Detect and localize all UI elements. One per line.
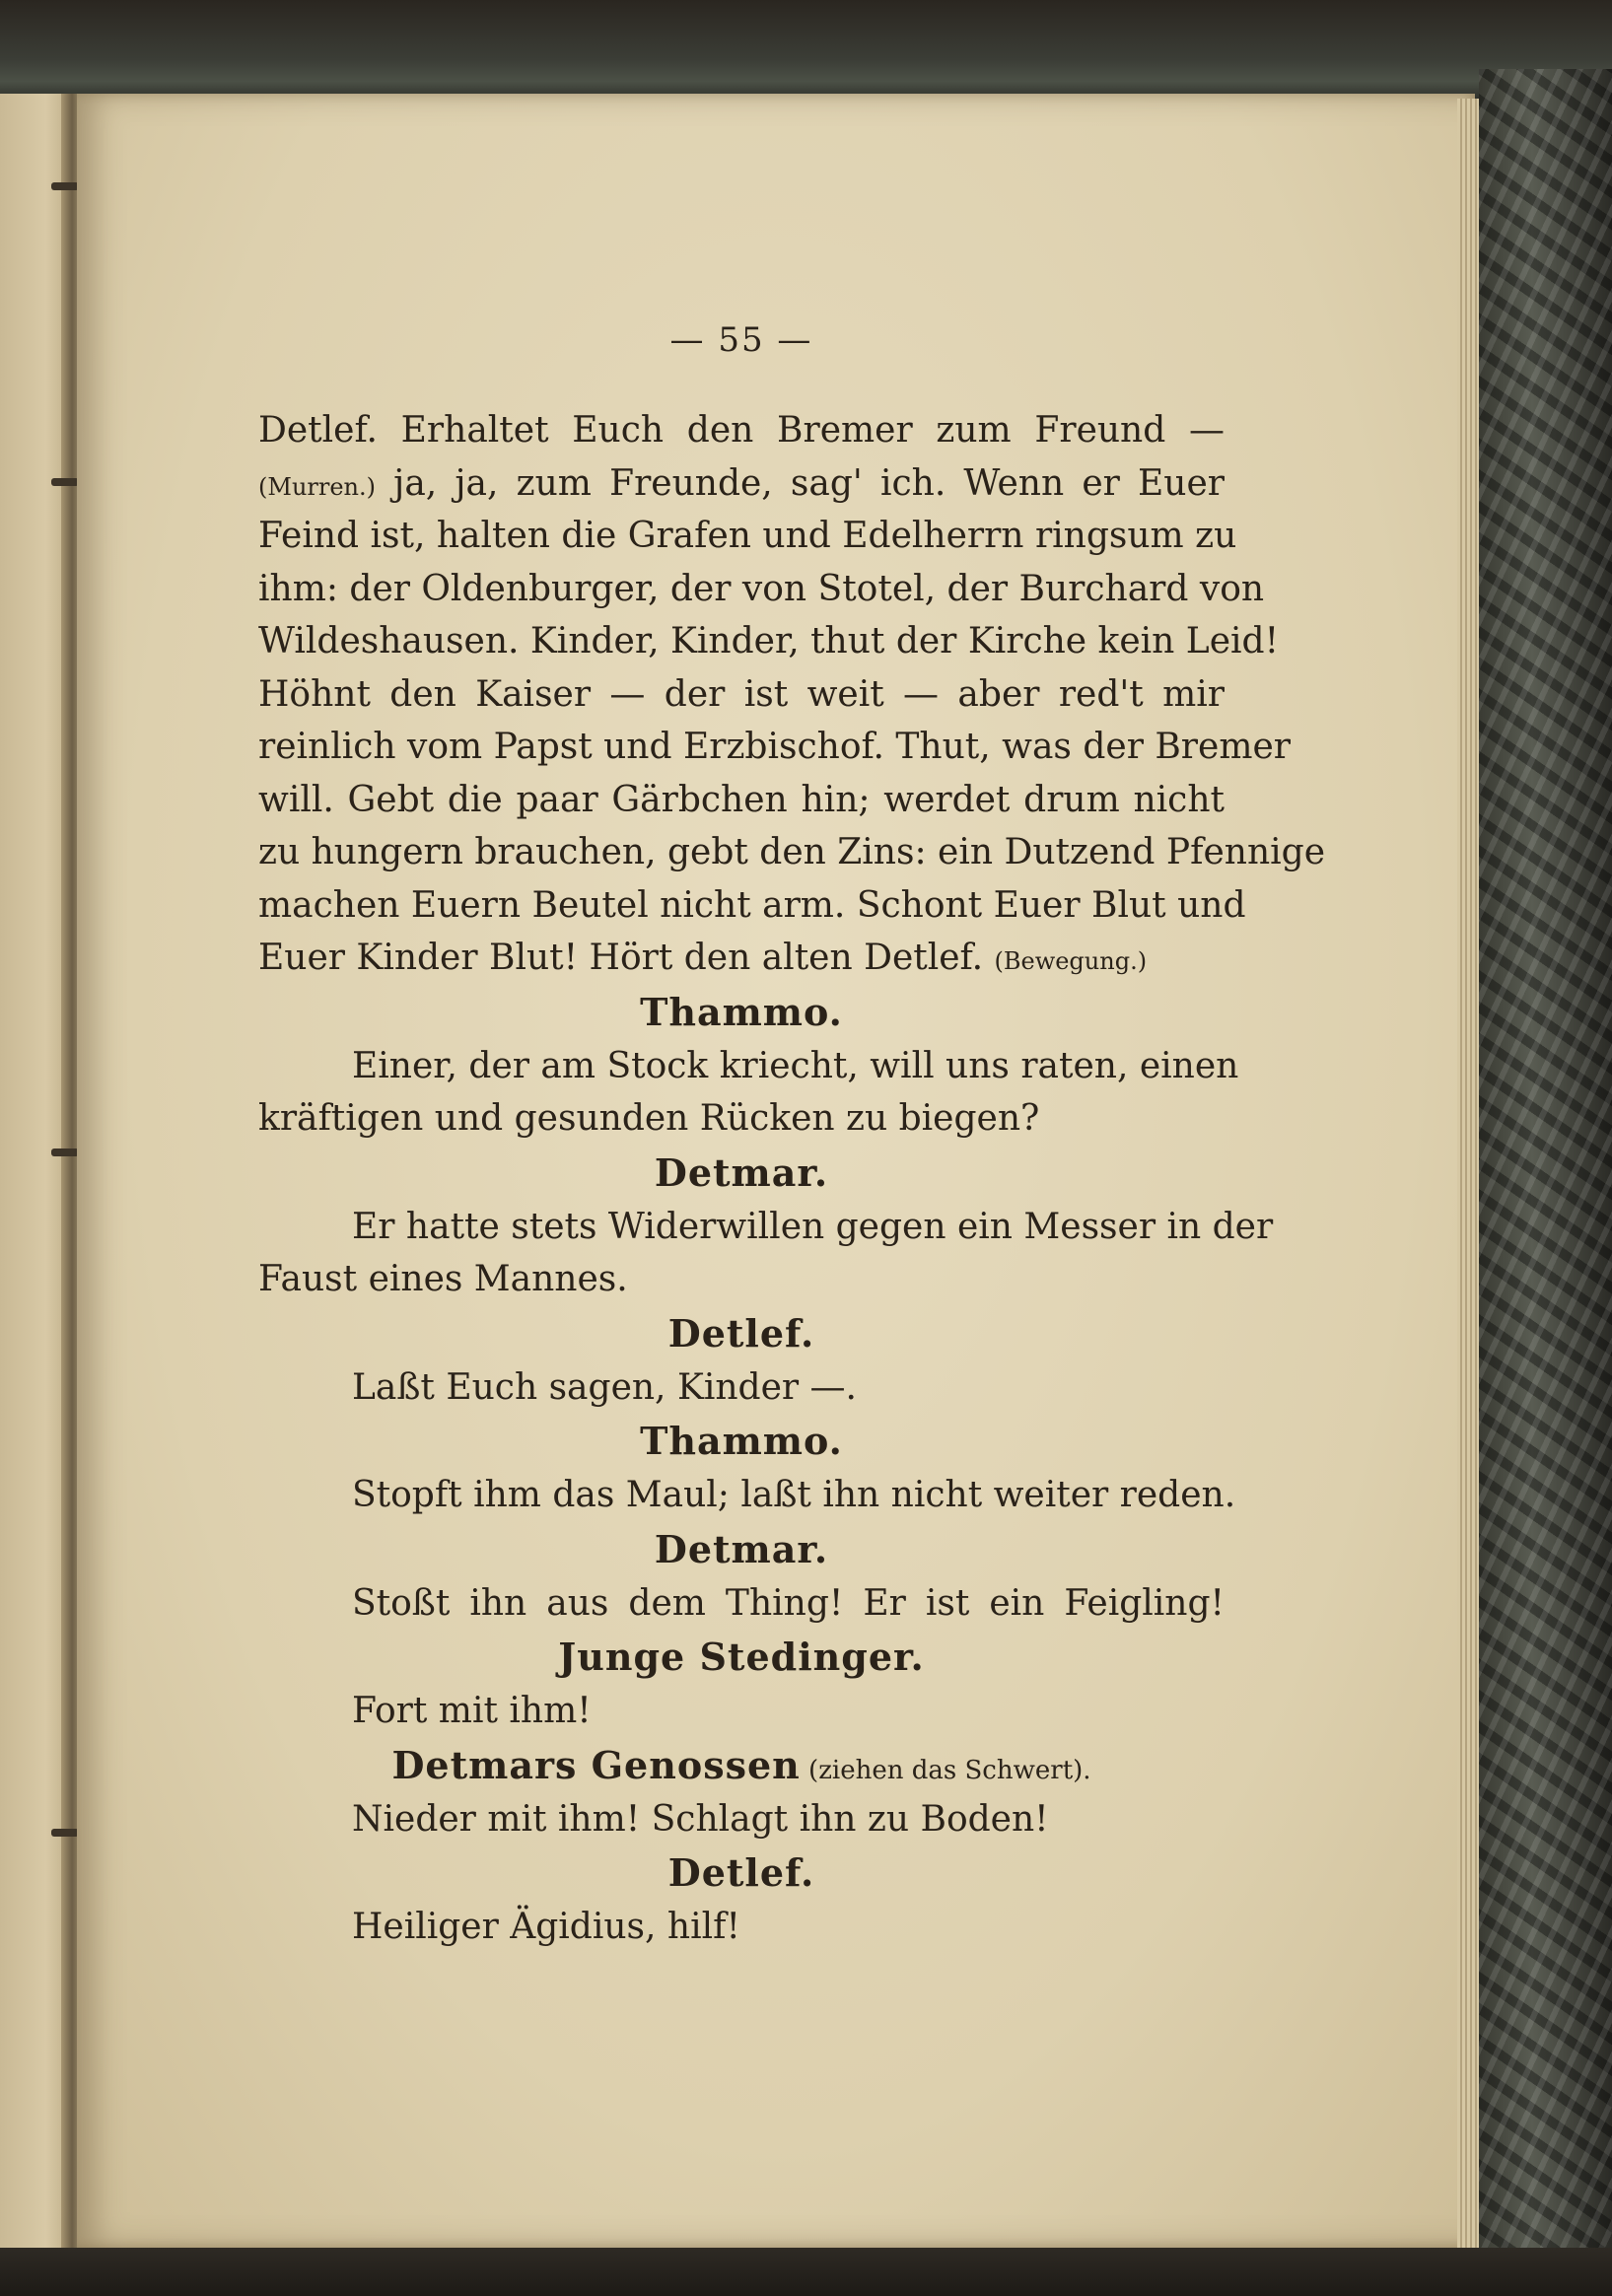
speaker-name — [258, 1845, 1225, 1901]
text-line — [258, 457, 1225, 511]
line-text: ja, ja, zum Freunde, sag' ich. Wenn er Euer — [376, 462, 1225, 504]
line-text: Wildeshausen. Kinder, Kinder, thut der Kirche kein Leid! — [258, 621, 1280, 661]
line-text: Fort mit ihm! — [352, 1691, 592, 1731]
book-bottom-edge — [0, 2248, 1612, 2296]
line-text: zu hungern brauchen, gebt den Zins: ein Dutzend Pfennige — [258, 832, 1326, 872]
text-line — [258, 510, 1237, 563]
line-text: Stoßt ihn aus dem Thing! Er ist ein Feigling! — [352, 1582, 1225, 1624]
text-line — [258, 1901, 1225, 1954]
text-line — [258, 563, 1265, 616]
speaker-label: Detmar. — [654, 1149, 829, 1195]
line-text: kräftigen und gesunden Rücken zu biegen? — [258, 1098, 1040, 1139]
text-line — [258, 932, 1225, 985]
speaker-label: Detlef. — [667, 1850, 815, 1895]
line-text: Euer Kinder Blut! Hört den alten Detlef. — [258, 938, 995, 978]
line-text: reinlich vom Papst und Erzbischof. Thut, was der Bremer — [258, 727, 1291, 767]
speaker-name — [258, 1306, 1225, 1361]
line-text: Höhnt den Kaiser — der ist weit — aber red't mir — [258, 673, 1225, 715]
stage-direction: (Murren.) — [258, 472, 376, 501]
line-text: Heiliger Ägidius, hilf! — [352, 1907, 740, 1947]
text-line — [258, 404, 1225, 457]
binding-thread-mark — [51, 478, 79, 486]
stage-direction: (Bewegung.) — [994, 947, 1148, 975]
speaker-label: Thammo. — [640, 989, 843, 1034]
text-line — [258, 615, 1280, 668]
binding-thread-mark — [51, 1829, 79, 1837]
speaker-label: Junge Stedinger. — [558, 1635, 925, 1679]
speaker-name — [258, 1738, 1225, 1793]
text-line — [258, 774, 1225, 827]
speaker-label: Thammo. — [640, 1419, 843, 1463]
line-text: Stopft ihm das Maul; laßt ihn nicht weiter reden. — [352, 1475, 1236, 1515]
speaker-label: Detmar. — [654, 1526, 829, 1571]
line-text: will. Gebt die paar Gärbchen hin; werdet drum nicht — [258, 779, 1225, 820]
speaker-label: Detmars Genossen — [391, 1742, 801, 1787]
page-text — [258, 320, 1326, 1954]
line-text: Detlef. Erhaltet Euch den Bremer zum Freund — — [258, 410, 1225, 451]
book-top-edge — [0, 0, 1612, 108]
text-line — [258, 1092, 1225, 1146]
stage-direction: (ziehen das Schwert). — [800, 1755, 1091, 1785]
text-line — [258, 826, 1326, 879]
text-line — [258, 1469, 1236, 1522]
speaker-name — [258, 1522, 1225, 1577]
line-text: Einer, der am Stock kriecht, will uns raten, einen — [352, 1045, 1239, 1086]
text-line — [258, 668, 1225, 722]
dialogue-body — [258, 404, 1326, 1954]
text-line — [258, 1577, 1225, 1631]
speaker-name — [258, 1630, 1225, 1685]
text-line — [258, 1253, 1225, 1306]
line-text: machen Euern Beutel nicht arm. Schont Euer Blut und — [258, 884, 1246, 926]
line-text: Faust eines Mannes. — [258, 1259, 628, 1299]
speaker-name — [258, 1146, 1225, 1201]
line-text: Nieder mit ihm! Schlagt ihn zu Boden! — [352, 1798, 1049, 1840]
text-line — [258, 1201, 1274, 1254]
text-line — [258, 721, 1291, 774]
speaker-label: Detlef. — [667, 1310, 815, 1356]
page-number: — 55 — — [669, 320, 813, 360]
speaker-name — [258, 1414, 1225, 1469]
line-text: Er hatte stets Widerwillen gegen ein Messer in der — [352, 1206, 1274, 1247]
text-line — [258, 1361, 1225, 1415]
binding-thread-mark — [51, 1148, 79, 1156]
text-line — [258, 1040, 1239, 1093]
marbled-cover-edge — [1479, 69, 1612, 2296]
text-line — [258, 879, 1246, 933]
text-line — [258, 1685, 1225, 1738]
line-text: Laßt Euch sagen, Kinder —. — [352, 1366, 857, 1408]
binding-thread-mark — [51, 182, 79, 190]
line-text: Feind ist, halten die Grafen und Edelherrn ringsum zu — [258, 516, 1237, 556]
text-line — [258, 1793, 1225, 1846]
line-text: ihm: der Oldenburger, der von Stotel, der Burchard von — [258, 568, 1265, 609]
speaker-name — [258, 985, 1225, 1040]
